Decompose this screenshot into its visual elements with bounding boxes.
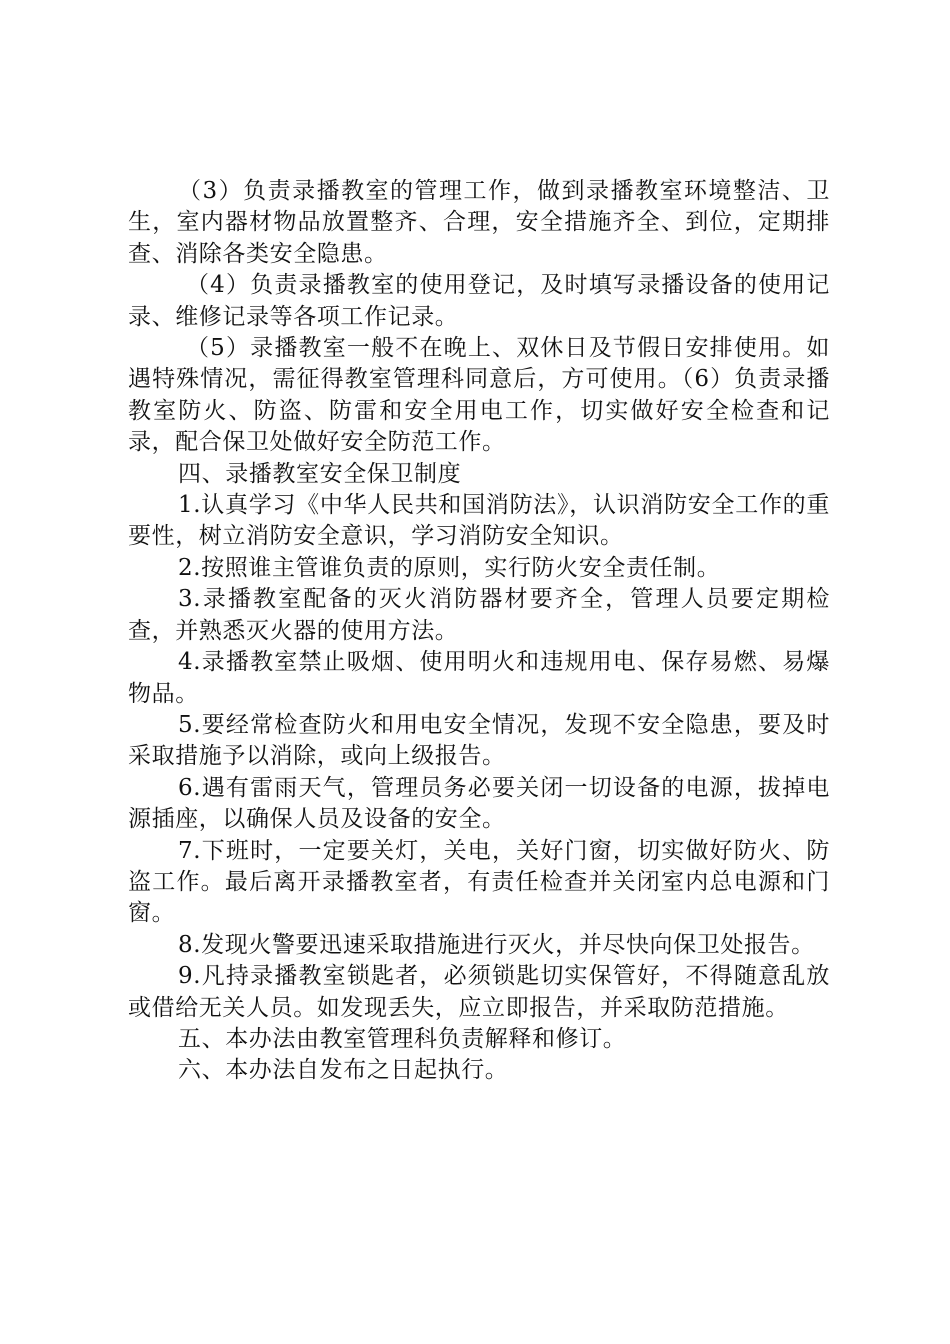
paragraph-duty-5-6: （5）录播教室一般不在晚上、双休日及节假日安排使用。如遇特殊情况，需征得教室管理科同意后，方可使用。（6）负责录播教室防火、防盗、防雷和安全用电工作，切实做好安全检查和记录，配合保卫处做好安全防范工作。 <box>128 335 830 456</box>
rule-item-9: 9.凡持录播教室锁匙者，必须锁匙切实保管好，不得随意乱放或借给无关人员。如发现丢失，应立即报告，并采取防范措施。 <box>128 963 830 1021</box>
section-heading-4: 四、录播教室安全保卫制度 <box>178 460 462 487</box>
section-heading-5: 五、本办法由教室管理科负责解释和修订。 <box>178 1025 627 1052</box>
paragraph-duty-4: （4）负责录播教室的使用登记，及时填写录播设备的使用记录、维修记录等各项工作记录。 <box>128 272 830 330</box>
rule-item-3: 3.录播教室配备的灭火消防器材要齐全，管理人员要定期检查，并熟悉灭火器的使用方法。 <box>128 586 830 644</box>
rule-item-4: 4.录播教室禁止吸烟、使用明火和违规用电、保存易燃、易爆物品。 <box>128 649 830 707</box>
document-body <box>128 176 830 1087</box>
paragraph-duty-3: （3）负责录播教室的管理工作，做到录播教室环境整洁、卫生，室内器材物品放置整齐、合理，安全措施齐全、到位，定期排查、消除各类安全隐患。 <box>128 178 830 267</box>
rule-item-7: 7.下班时，一定要关灯，关电，关好门窗，切实做好防火、防盗工作。最后离开录播教室者，有责任检查并关闭室内总电源和门窗。 <box>128 837 830 927</box>
rule-item-5: 5.要经常检查防火和用电安全情况，发现不安全隐患，要及时采取措施予以消除，或向上级报告。 <box>128 711 830 770</box>
rule-item-1: 1.认真学习《中华人民共和国消防法》，认识消防安全工作的重要性，树立消防安全意识，学习消防安全知识。 <box>128 492 830 550</box>
section-heading-6: 六、本办法自发布之日起执行。 <box>178 1057 509 1084</box>
rule-item-8: 8.发现火警要迅速采取措施进行灭火，并尽快向保卫处报告。 <box>178 931 815 958</box>
rule-item-6: 6.遇有雷雨天气，管理员务必要关闭一切设备的电源，拔掉电源插座，以确保人员及设备的安全。 <box>128 774 830 833</box>
rule-item-2: 2.按照谁主管谁负责的原则，实行防火安全责任制。 <box>178 554 721 581</box>
